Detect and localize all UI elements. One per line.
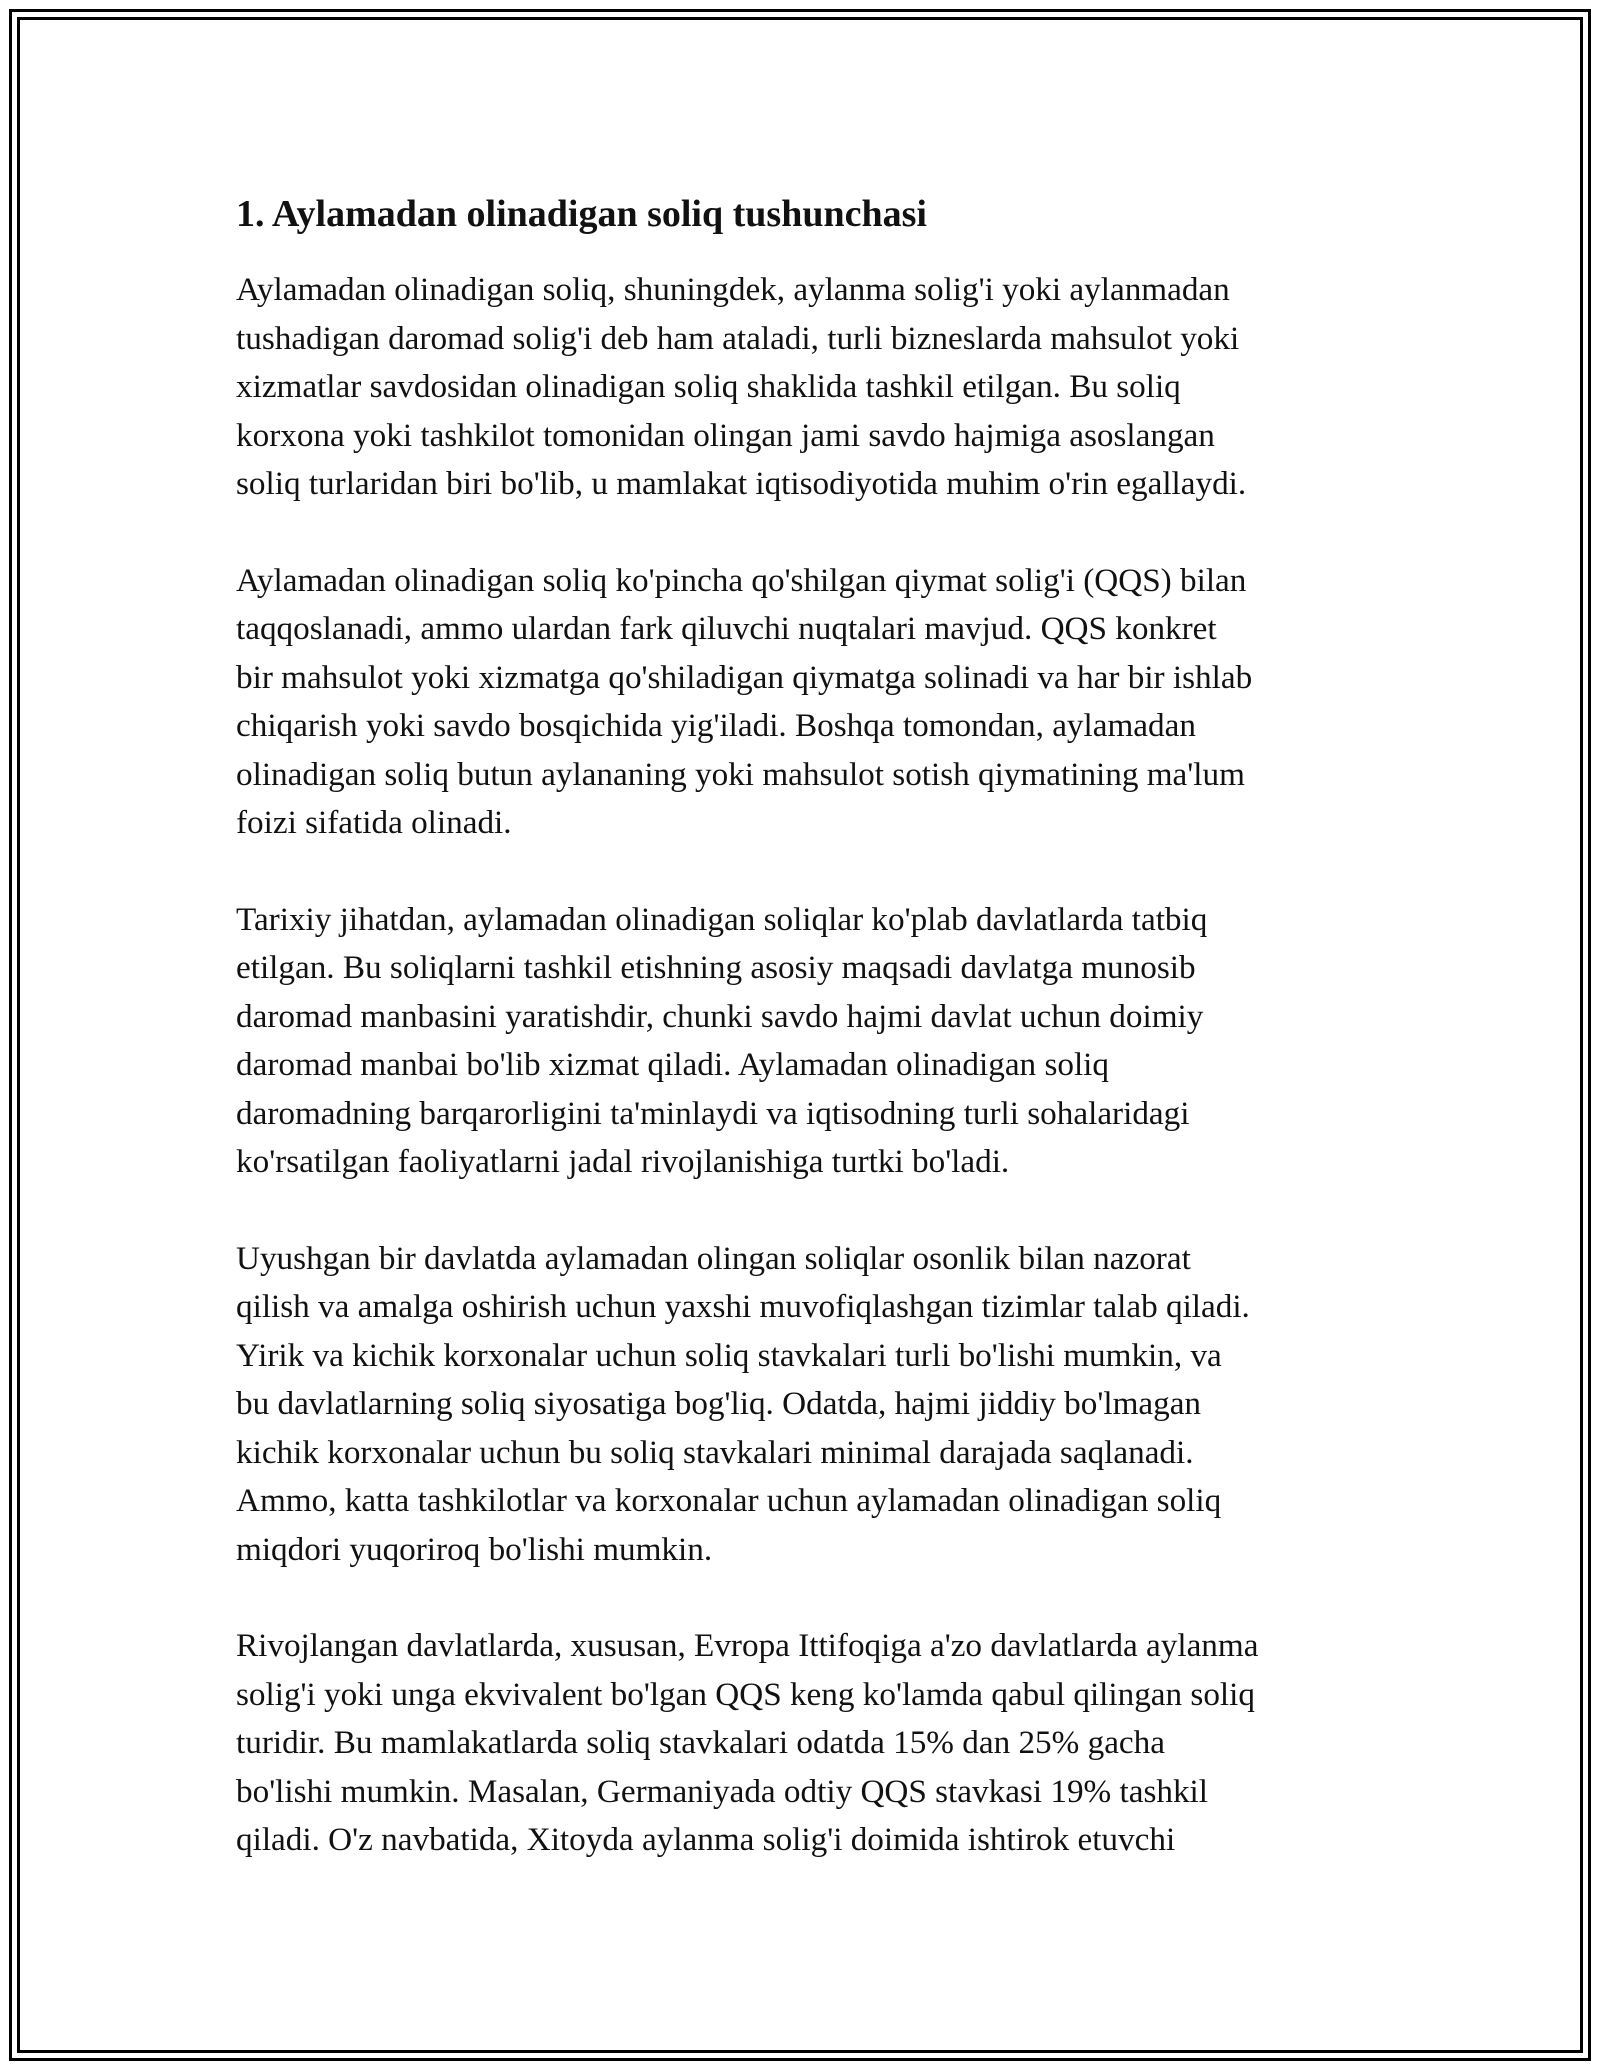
paragraph-line: olinadigan soliq butun aylananing yoki mahsulot sotish qiymatining ma'lum [236, 755, 1245, 793]
paragraph-line: bir mahsulot yoki xizmatga qo'shiladigan qiymatga solinadi va har bir ishlab [236, 658, 1253, 696]
paragraph-line: miqdori yuqoriroq bo'lishi mumkin. [236, 1530, 713, 1568]
paragraph-line: qilish va amalga oshirish uchun yaxshi muvofiqlashgan tizimlar talab qiladi. [236, 1288, 1250, 1325]
paragraph-line: bo'lishi mumkin. Masalan, Germaniyada odtiy QQS stavkasi 19% tashkil [236, 1772, 1208, 1810]
paragraph-1 [236, 266, 1376, 509]
paragraph-line: ko'rsatilgan faoliyatlarni jadal rivojlanishiga turtki bo'ladi. [236, 1143, 1010, 1180]
paragraph-line: Tarixiy jihatdan, aylamadan olinadigan soliqlar ko'plab davlatlarda tatbiq [236, 900, 1208, 938]
paragraph-line: Aylamadan olinadigan soliq, shuningdek, aylanma solig'i yoki aylanmadan [236, 271, 1230, 308]
paragraph-line: kichik korxonalar uchun bu soliq stavkalari minimal darajada saqlanadi. [236, 1433, 1194, 1471]
paragraph-3 [236, 896, 1376, 1187]
paragraph-line: tushadigan daromad solig'i deb ham ataladi, turli bizneslarda mahsulot yoki [236, 319, 1240, 357]
paragraph-line: chiqarish yoki savdo bosqichida yig'iladi. Boshqa tomondan, aylamadan [236, 707, 1196, 744]
paragraph-line: daromad manbasini yaratishdir, chunki savdo hajmi davlat uchun doimiy [236, 997, 1204, 1035]
paragraph-line: Uyushgan bir davlatda aylamadan olingan soliqlar osonlik bilan nazorat [236, 1239, 1191, 1277]
paragraph-4 [236, 1235, 1376, 1575]
paragraph-line: soliq turlaridan biri bo'lib, u mamlakat iqtisodiyotida muhim o'rin egallaydi. [236, 465, 1247, 502]
paragraph-line: daromad manbai bo'lib xizmat qiladi. Aylamadan olinadigan soliq [236, 1046, 1109, 1083]
paragraph-line: Yirik va kichik korxonalar uchun soliq stavkalari turli bo'lishi mumkin, va [236, 1336, 1222, 1374]
paragraph-line: taqqoslanadi, ammo ulardan fark qiluvchi nuqtalari mavjud. QQS konkret [236, 610, 1217, 647]
paragraph-line: qiladi. O'z navbatida, Xitoyda aylanma solig'i doimida ishtirok etuvchi [236, 1821, 1176, 1858]
paragraph-5 [236, 1622, 1376, 1865]
paragraph-line: xizmatlar savdosidan olinadigan soliq shaklida tashkil etilgan. Bu soliq [236, 368, 1181, 405]
paragraph-line: etilgan. Bu soliqlarni tashkil etishning asosiy maqsadi davlatga munosib [236, 949, 1196, 986]
paragraph-line: foizi sifatida olinadi. [236, 804, 512, 841]
paragraph-line: Rivojlangan davlatlarda, xususan, Evropa Ittifoqiga a'zo davlatlarda aylanma [236, 1627, 1259, 1664]
document-body [236, 186, 1376, 1913]
paragraph-line: daromadning barqarorligini ta'minlaydi va iqtisodning turli sohalaridagi [236, 1094, 1190, 1132]
paragraph-line: korxona yoki tashkilot tomonidan olingan jami savdo hajmiga asoslangan [236, 416, 1215, 454]
paragraph-line: Ammo, katta tashkilotlar va korxonalar uchun aylamadan olinadigan soliq [236, 1482, 1222, 1519]
paragraph-line: solig'i yoki unga ekvivalent bo'lgan QQS keng ko'lamda qabul qilingan soliq [236, 1675, 1255, 1713]
section-heading: 1. Aylamadan olinadigan soliq tushunchasi [236, 193, 927, 235]
paragraph-2 [236, 557, 1376, 848]
paragraph-line: bu davlatlarning soliq siyosatiga bog'liq. Odatda, hajmi jiddiy bo'lmagan [236, 1385, 1202, 1422]
paragraph-line: turidir. Bu mamlakatlarda soliq stavkalari odatda 15% dan 25% gacha [236, 1724, 1165, 1761]
paragraph-line: Aylamadan olinadigan soliq ko'pincha qo'shilgan qiymat solig'i (QQS) bilan [236, 561, 1247, 599]
